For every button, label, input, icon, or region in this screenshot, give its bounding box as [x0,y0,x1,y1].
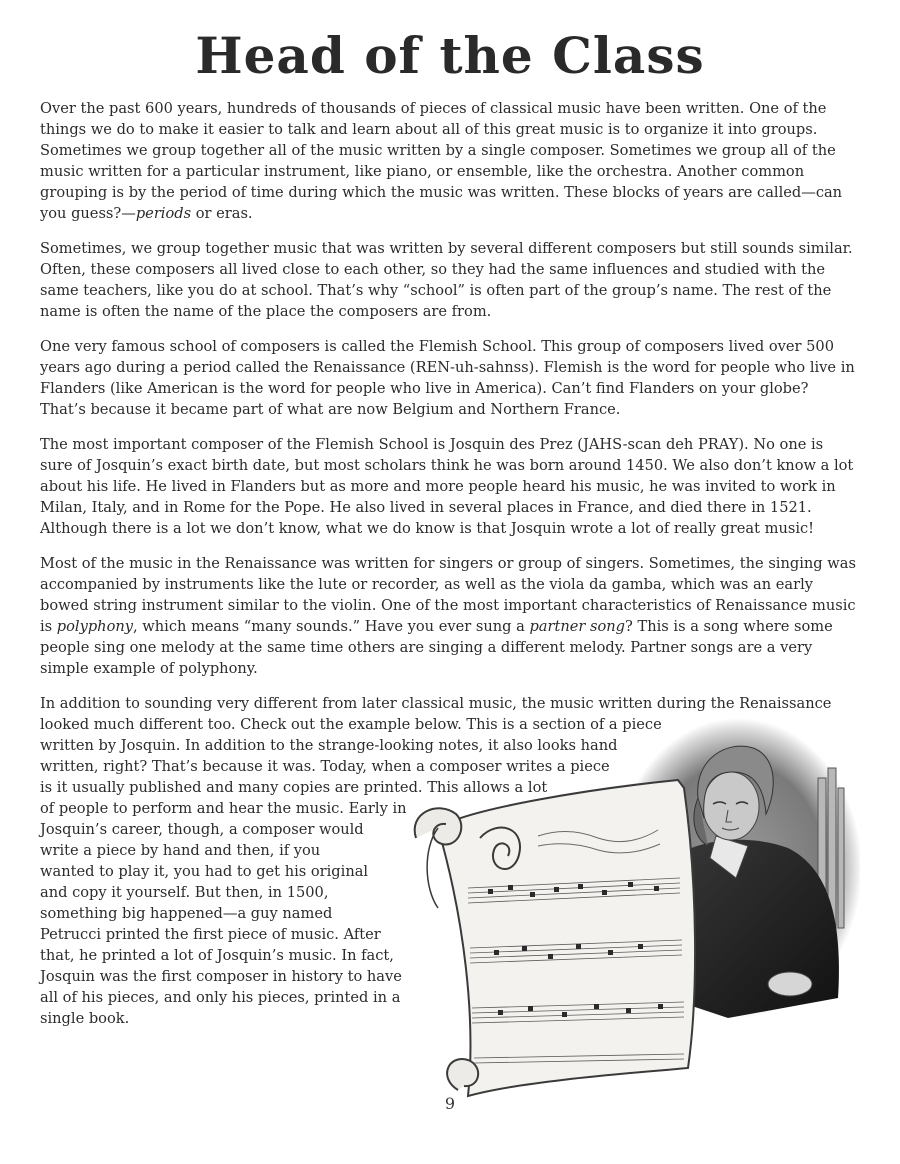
italic-term-polyphony: polyphony [56,618,134,635]
line: write a piece by hand and then, if you [40,842,321,859]
line: all of his pieces, and only his pieces, printed in a [40,989,401,1006]
paragraph-2: Sometimes, we group together music that was written by several different composers but still sounds similar. Often, these composers all lived close to each other, so they had the same influences and studied with the same teachers, like you do at school. That’s why “school” is often part of the group’s name. The rest of the name is often the name of the place the composers are from. [40,240,853,320]
line: single book. [40,1010,130,1027]
music-scroll [415,780,695,1096]
line: Petrucci printed the first piece of music. After [40,926,381,943]
text-run: , which means “many sounds.” Have you ever sung a [133,618,530,635]
line: written by Josquin. In addition to the strange-looking notes, it also looks hand [40,737,618,754]
line: of people to perform and hear the music. Early in [40,800,407,817]
page-number: 9 [444,1094,456,1113]
text-run: ? This is a song where some people sing one melody at the same time others are singing a different melody. Partner songs are a very simple example of polyphony. [40,618,833,677]
paragraph-3: One very famous school of composers is called the Flemish School. This group of composers lived over 500 years ago during a period called the Renaissance (REN-uh-sahnss). Flemish is the word for people who live in Flanders (like American is the word for people who live in America). Can’t find Flanders on your globe? That’s because it became part of what are now Belgium and Northern France. [40,338,855,418]
line: written, right? That’s because it was. Today, when a composer writes a piece [40,758,610,775]
line: Josquin was the first composer in history to have [40,968,402,985]
line: looked much different too. Check out the example below. This is a section of a piece [40,716,662,733]
text-run: or eras. [191,205,253,222]
paragraph-4: The most important composer of the Flemish School is Josquin des Prez (JAHS-scan deh PRAY). No one is sure of Josquin’s exact birth date, but most scholars think he was born around 1450. We also don’t know a lot about his life. He lived in Flanders but as more and more people heard his music, he was invited to work in Milan, Italy, and in Rome for the Pope. He also lived in several places in France, and died there in 1521. Although there is a lot we don’t know, what we do know is that Josquin wrote a lot of really great music! [40,436,854,537]
italic-term-periods: periods [135,205,192,222]
line: is it usually published and many copies are printed. This allows a lot [40,779,548,796]
line: Josquin’s career, though, a composer would [40,821,364,838]
italic-term-partner-song: partner song [529,618,626,635]
text-run: Most of the music in the Renaissance was written for singers or group of singers. Sometimes, the singing was accompanied by instruments like the lute or recorder, as well as the viola da gamba, which was an early bowed string instrument similar to the violin. One of the most important characteristics of Renaissance music is [40,555,856,635]
line: wanted to play it, you had to get his original [40,863,369,880]
line: something big happened—a guy named [40,905,333,922]
paragraph-1 [40,98,858,224]
text-run: Over the past 600 years, hundreds of thousands of pieces of classical music have been written. One of the things we do to make it easier to talk and learn about all of this great music is to organize it into groups. Sometimes we group together all of the music written by a single composer. Sometimes we group all of the music written for a particular instrument, like piano, or ensemble, like the orchestra. Another common grouping is by the period of time during which the music was written. These blocks of years are called—can you guess?— [40,100,843,222]
page-title: Head of the Class [195,26,705,85]
line: that, he printed a lot of Josquin’s music. In fact, [40,947,394,964]
josquin-portrait-and-scroll-illustration [398,718,860,1098]
line: and copy it yourself. But then, in 1500, [40,884,329,901]
paragraph-5 [40,553,858,679]
line: In addition to sounding very different from later classical music, the music written during the Renaissance [40,695,832,712]
